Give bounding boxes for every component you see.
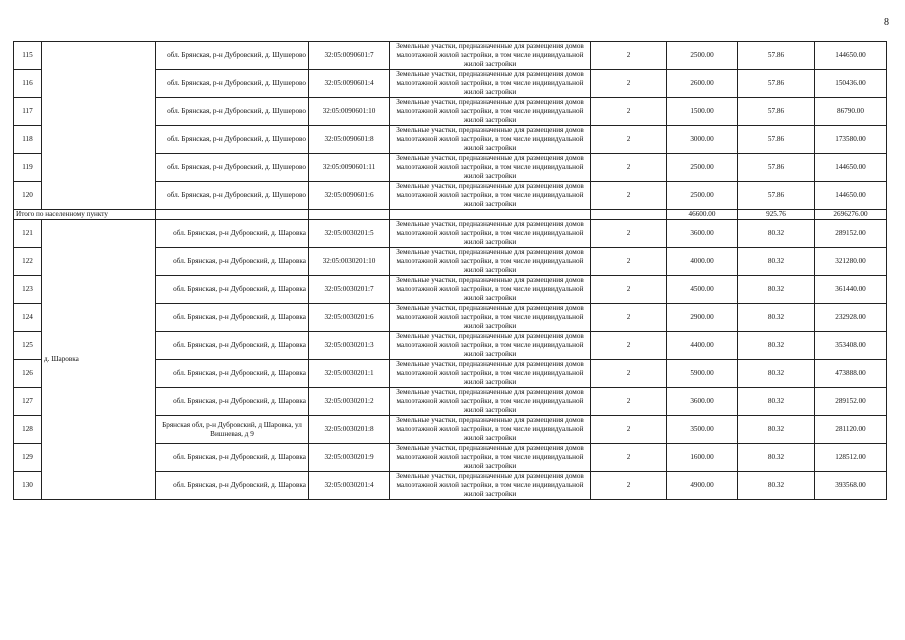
permitted-use: Земельные участки, предназначенные для размещения домов малоэтажной жилой застройки, в том числе индивидуальной жилой застройки	[390, 126, 591, 154]
category-cell: 2	[591, 42, 667, 70]
total-empty-cadastral	[309, 210, 390, 220]
cadastral-number: 32:05:0090601:11	[309, 154, 390, 182]
row-number: 122	[14, 248, 42, 276]
land-plots-table	[13, 41, 887, 500]
category-cell: 2	[591, 416, 667, 444]
area-cell: 3600.00	[667, 388, 738, 416]
rate-cell: 80.32	[738, 416, 815, 444]
category-cell: 2	[591, 276, 667, 304]
cadastral-number: 32:05:0030201:1	[309, 360, 390, 388]
category-cell: 2	[591, 304, 667, 332]
cadastral-number: 32:05:0030201:7	[309, 276, 390, 304]
settlement-name: д. Шаровка	[42, 220, 156, 500]
value-cell: 128512.00	[815, 444, 887, 472]
total-empty-category	[591, 210, 667, 220]
value-cell: 86790.00	[815, 98, 887, 126]
row-number: 128	[14, 416, 42, 444]
rate-cell: 80.32	[738, 444, 815, 472]
cadastral-number: 32:05:0090601:4	[309, 70, 390, 98]
address-cell: обл. Брянская, р-н Дубровский, д. Шаровка	[156, 332, 309, 360]
row-number: 124	[14, 304, 42, 332]
category-cell: 2	[591, 332, 667, 360]
area-cell: 3000.00	[667, 126, 738, 154]
category-cell: 2	[591, 98, 667, 126]
permitted-use: Земельные участки, предназначенные для размещения домов малоэтажной жилой застройки, в том числе индивидуальной жилой застройки	[390, 98, 591, 126]
rate-cell: 80.32	[738, 220, 815, 248]
value-cell: 361440.00	[815, 276, 887, 304]
address-cell: обл. Брянская, р-н Дубровский, д. Шаровка	[156, 304, 309, 332]
area-cell: 3600.00	[667, 220, 738, 248]
value-cell: 321280.00	[815, 248, 887, 276]
total-area: 46600.00	[667, 210, 738, 220]
cadastral-number: 32:05:0030201:2	[309, 388, 390, 416]
value-cell: 144650.00	[815, 154, 887, 182]
cadastral-number: 32:05:0030201:5	[309, 220, 390, 248]
value-cell: 232928.00	[815, 304, 887, 332]
category-cell: 2	[591, 248, 667, 276]
address-cell: обл. Брянская, р-н Дубровский, д. Шушерово	[156, 154, 309, 182]
area-cell: 4900.00	[667, 472, 738, 500]
area-cell: 2600.00	[667, 70, 738, 98]
cadastral-number: 32:05:0030201:3	[309, 332, 390, 360]
permitted-use: Земельные участки, предназначенные для размещения домов малоэтажной жилой застройки, в том числе индивидуальной жилой застройки	[390, 276, 591, 304]
value-cell: 144650.00	[815, 182, 887, 210]
row-number: 125	[14, 332, 42, 360]
address-cell: обл. Брянская, р-н Дубровский, д. Шаровка	[156, 220, 309, 248]
cadastral-number: 32:05:0030201:8	[309, 416, 390, 444]
value-cell: 353408.00	[815, 332, 887, 360]
row-number: 123	[14, 276, 42, 304]
row-number: 130	[14, 472, 42, 500]
total-value: 2696276.00	[815, 210, 887, 220]
cadastral-number: 32:05:0090601:6	[309, 182, 390, 210]
address-cell: обл. Брянская, р-н Дубровский, д. Шаровка	[156, 248, 309, 276]
permitted-use: Земельные участки, предназначенные для размещения домов малоэтажной жилой застройки, в том числе индивидуальной жилой застройки	[390, 332, 591, 360]
area-cell: 2500.00	[667, 182, 738, 210]
area-cell: 1500.00	[667, 98, 738, 126]
cadastral-number: 32:05:0090601:10	[309, 98, 390, 126]
cadastral-number: 32:05:0030201:9	[309, 444, 390, 472]
cadastral-number: 32:05:0030201:10	[309, 248, 390, 276]
value-cell: 173580.00	[815, 126, 887, 154]
permitted-use: Земельные участки, предназначенные для размещения домов малоэтажной жилой застройки, в том числе индивидуальной жилой застройки	[390, 182, 591, 210]
table-total-section	[14, 210, 887, 220]
value-cell: 281120.00	[815, 416, 887, 444]
value-cell: 473888.00	[815, 360, 887, 388]
address-cell: обл. Брянская, р-н Дубровский, д. Шушерово	[156, 126, 309, 154]
value-cell: 150436.00	[815, 70, 887, 98]
page-number: 8	[884, 17, 889, 28]
address-cell: обл. Брянская, р-н Дубровский, д. Шаровка	[156, 388, 309, 416]
permitted-use: Земельные участки, предназначенные для размещения домов малоэтажной жилой застройки, в том числе индивидуальной жилой застройки	[390, 388, 591, 416]
cadastral-number: 32:05:0090601:8	[309, 126, 390, 154]
cadastral-number: 32:05:0090601:7	[309, 42, 390, 70]
category-cell: 2	[591, 388, 667, 416]
rate-cell: 57.86	[738, 98, 815, 126]
row-number: 127	[14, 388, 42, 416]
rate-cell: 80.32	[738, 276, 815, 304]
category-cell: 2	[591, 154, 667, 182]
category-cell: 2	[591, 126, 667, 154]
value-cell: 144650.00	[815, 42, 887, 70]
category-cell: 2	[591, 444, 667, 472]
table-row	[14, 42, 887, 70]
area-cell: 1600.00	[667, 444, 738, 472]
rate-cell: 57.86	[738, 126, 815, 154]
category-cell: 2	[591, 220, 667, 248]
value-cell: 289152.00	[815, 220, 887, 248]
address-cell: обл. Брянская, р-н Дубровский, д. Шаровка	[156, 472, 309, 500]
row-number: 119	[14, 154, 42, 182]
rate-cell: 80.32	[738, 304, 815, 332]
total-row	[14, 210, 887, 220]
value-cell: 289152.00	[815, 388, 887, 416]
permitted-use: Земельные участки, предназначенные для размещения домов малоэтажной жилой застройки, в том числе индивидуальной жилой застройки	[390, 416, 591, 444]
address-cell: обл. Брянская, р-н Дубровский, д. Шаровка	[156, 360, 309, 388]
area-cell: 2500.00	[667, 154, 738, 182]
address-cell: обл. Брянская, р-н Дубровский, д. Шушерово	[156, 70, 309, 98]
rate-cell: 80.32	[738, 248, 815, 276]
row-number: 116	[14, 70, 42, 98]
permitted-use: Земельные участки, предназначенные для размещения домов малоэтажной жилой застройки, в том числе индивидуальной жилой застройки	[390, 444, 591, 472]
permitted-use: Земельные участки, предназначенные для размещения домов малоэтажной жилой застройки, в том числе индивидуальной жилой застройки	[390, 360, 591, 388]
rate-cell: 80.32	[738, 472, 815, 500]
total-empty-use	[390, 210, 591, 220]
area-cell: 3500.00	[667, 416, 738, 444]
area-cell: 2500.00	[667, 42, 738, 70]
row-number: 117	[14, 98, 42, 126]
cadastral-number: 32:05:0030201:6	[309, 304, 390, 332]
row-number: 120	[14, 182, 42, 210]
cadastral-number: 32:05:0030201:4	[309, 472, 390, 500]
total-empty-address	[156, 210, 309, 220]
category-cell: 2	[591, 182, 667, 210]
address-cell: обл. Брянская, р-н Дубровский, д. Шушерово	[156, 182, 309, 210]
rate-cell: 57.86	[738, 154, 815, 182]
row-number: 115	[14, 42, 42, 70]
category-cell: 2	[591, 70, 667, 98]
rate-cell: 57.86	[738, 42, 815, 70]
rate-cell: 57.86	[738, 70, 815, 98]
permitted-use: Земельные участки, предназначенные для размещения домов малоэтажной жилой застройки, в том числе индивидуальной жилой застройки	[390, 154, 591, 182]
total-rate: 925.76	[738, 210, 815, 220]
address-cell: Брянская обл, р-н Дубровский, д Шаровка, ул Вишневая, д 9	[156, 416, 309, 444]
rate-cell: 57.86	[738, 182, 815, 210]
row-number: 118	[14, 126, 42, 154]
rate-cell: 80.32	[738, 360, 815, 388]
permitted-use: Земельные участки, предназначенные для размещения домов малоэтажной жилой застройки, в том числе индивидуальной жилой застройки	[390, 472, 591, 500]
area-cell: 2900.00	[667, 304, 738, 332]
category-cell: 2	[591, 472, 667, 500]
value-cell: 393568.00	[815, 472, 887, 500]
table-body-shusherovo	[14, 42, 887, 210]
table-row	[14, 220, 887, 248]
settlement-cell	[42, 42, 156, 210]
address-cell: обл. Брянская, р-н Дубровский, д. Шушерово	[156, 98, 309, 126]
permitted-use: Земельные участки, предназначенные для размещения домов малоэтажной жилой застройки, в том числе индивидуальной жилой застройки	[390, 304, 591, 332]
address-cell: обл. Брянская, р-н Дубровский, д. Шушерово	[156, 42, 309, 70]
row-number: 129	[14, 444, 42, 472]
row-number: 121	[14, 220, 42, 248]
permitted-use: Земельные участки, предназначенные для размещения домов малоэтажной жилой застройки, в том числе индивидуальной жилой застройки	[390, 70, 591, 98]
rate-cell: 80.32	[738, 388, 815, 416]
area-cell: 4500.00	[667, 276, 738, 304]
rate-cell: 80.32	[738, 332, 815, 360]
permitted-use: Земельные участки, предназначенные для размещения домов малоэтажной жилой застройки, в том числе индивидуальной жилой застройки	[390, 220, 591, 248]
permitted-use: Земельные участки, предназначенные для размещения домов малоэтажной жилой застройки, в том числе индивидуальной жилой застройки	[390, 248, 591, 276]
address-cell: обл. Брянская, р-н Дубровский, д. Шаровка	[156, 276, 309, 304]
area-cell: 4000.00	[667, 248, 738, 276]
address-cell: обл. Брянская, р-н Дубровский, д. Шаровка	[156, 444, 309, 472]
table-body-sharovka	[14, 220, 887, 500]
area-cell: 4400.00	[667, 332, 738, 360]
row-number: 126	[14, 360, 42, 388]
permitted-use: Земельные участки, предназначенные для размещения домов малоэтажной жилой застройки, в том числе индивидуальной жилой застройки	[390, 42, 591, 70]
area-cell: 5900.00	[667, 360, 738, 388]
total-label: Итого по населенному пункту	[14, 210, 156, 220]
category-cell: 2	[591, 360, 667, 388]
